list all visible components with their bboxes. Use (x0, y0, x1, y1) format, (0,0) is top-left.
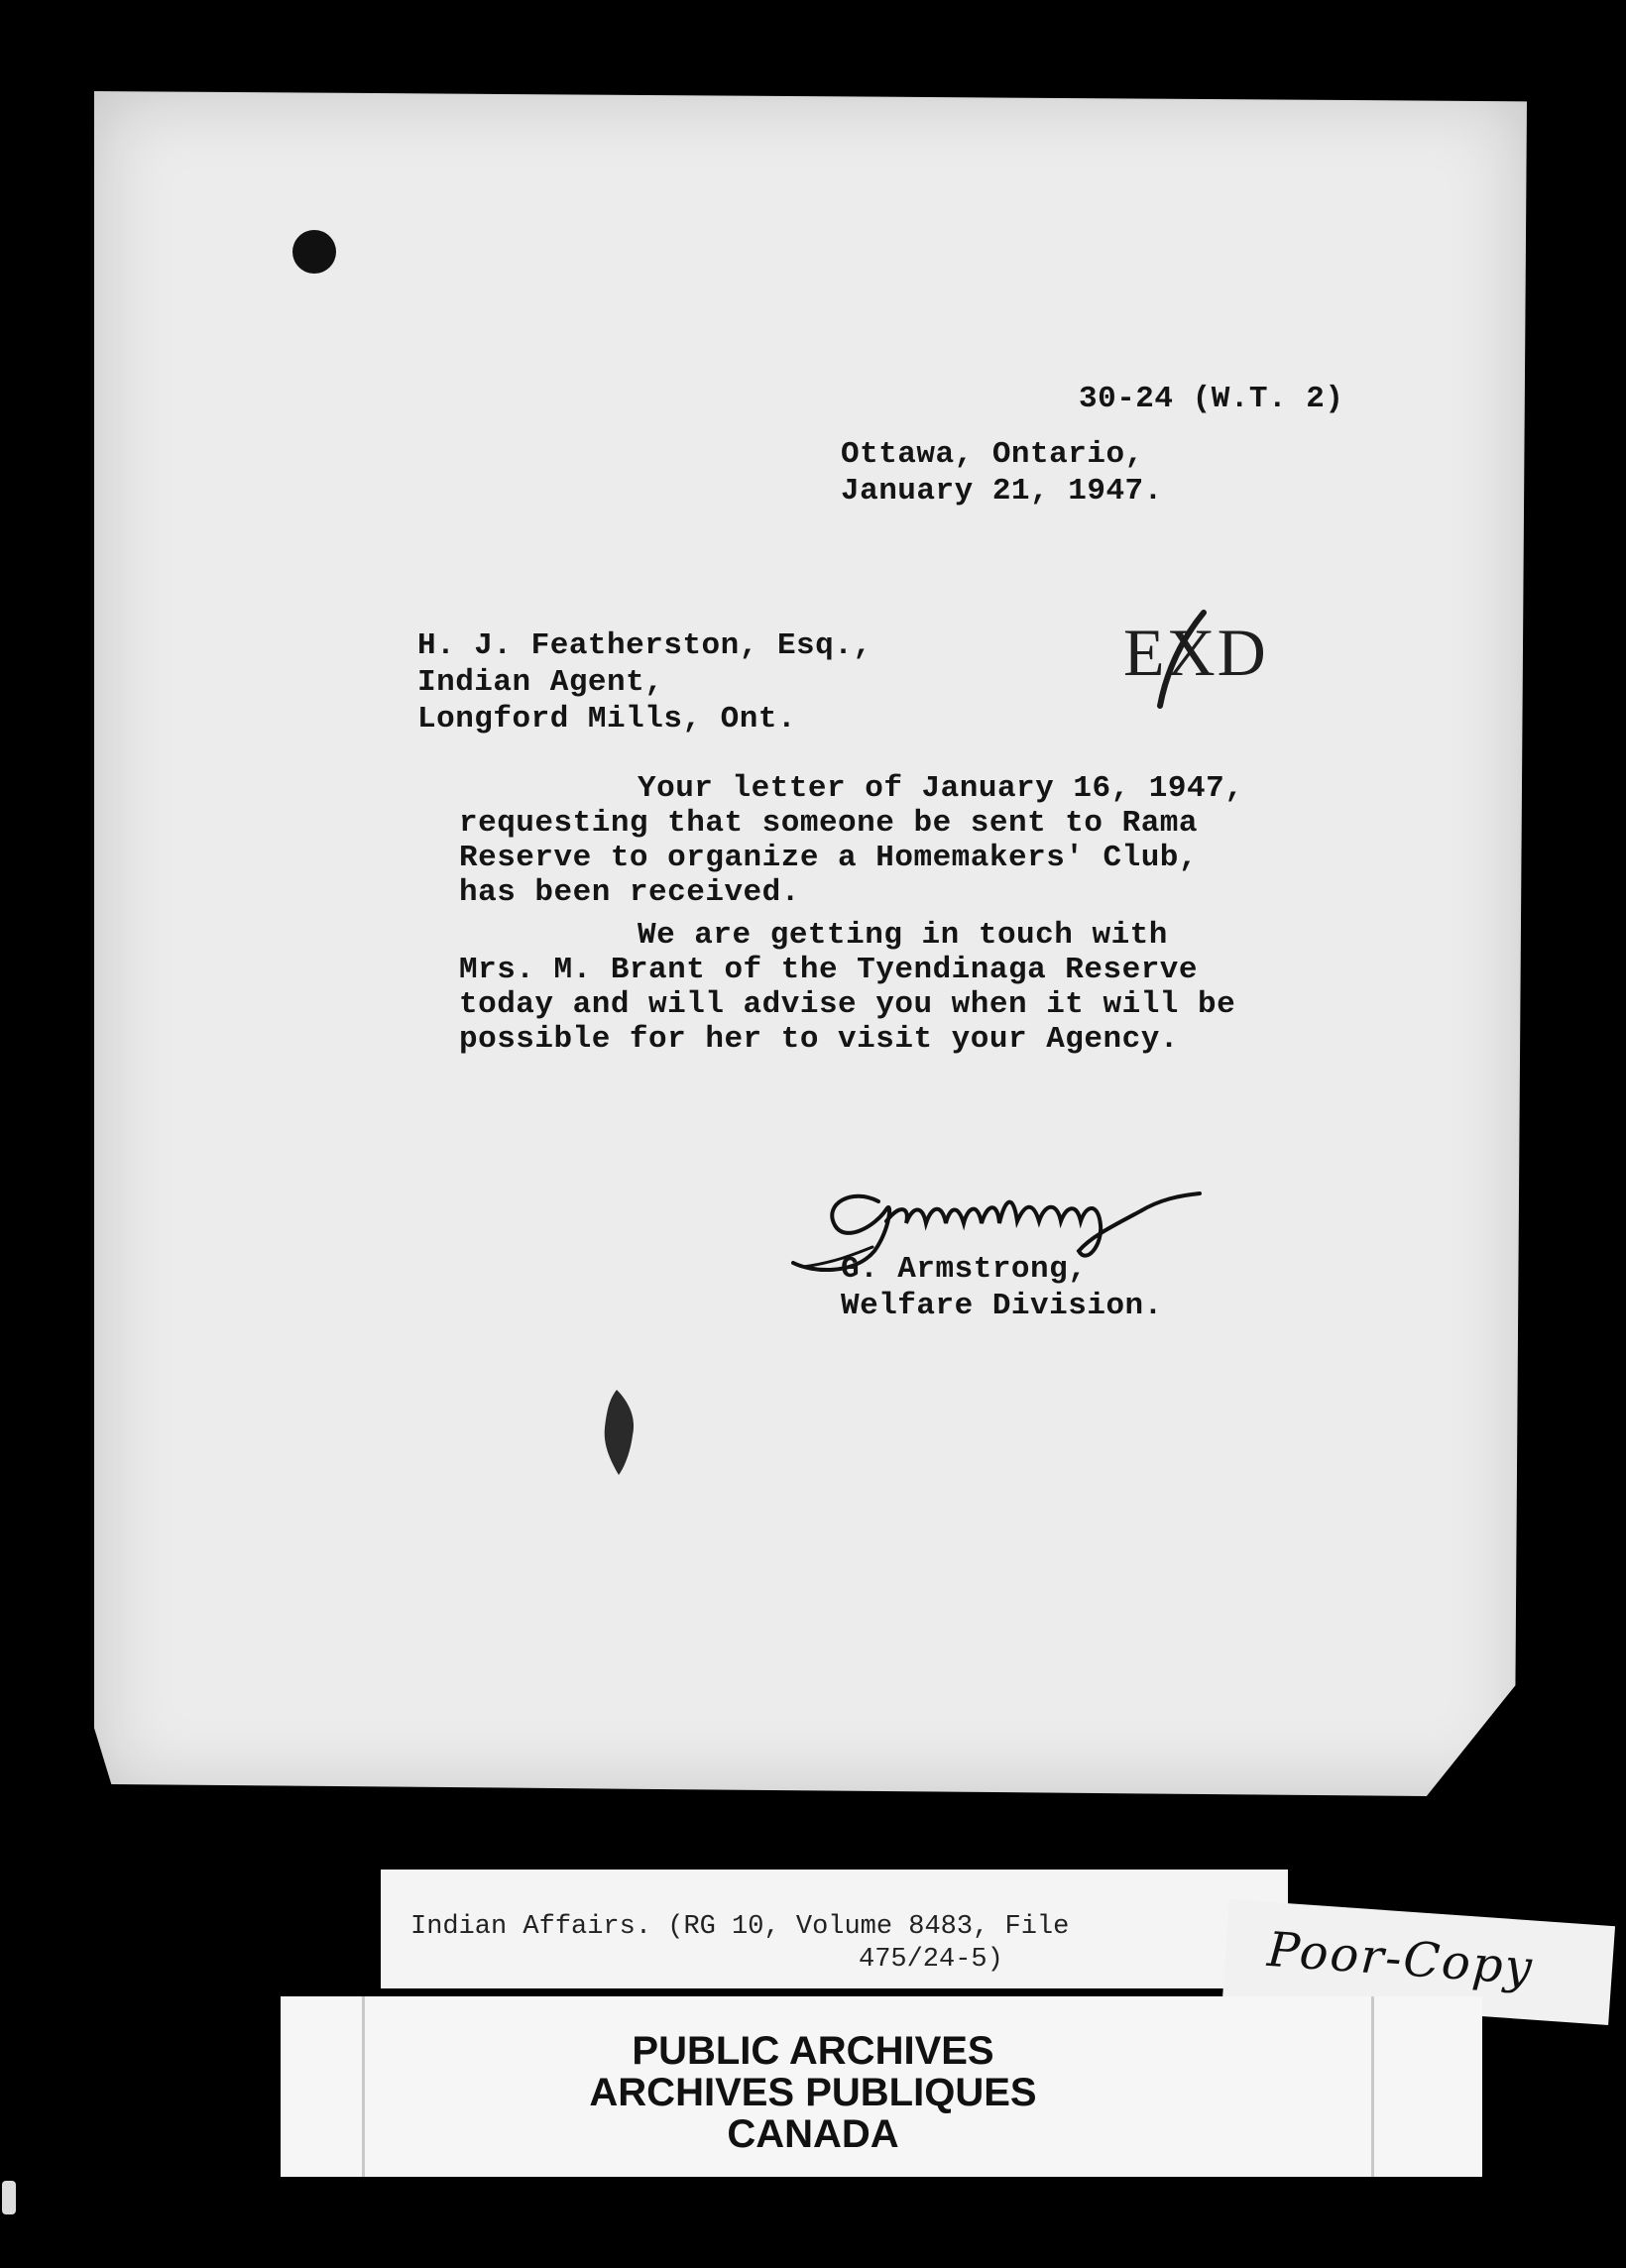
paragraph-2-line-3: today and will advise you when it will be (459, 987, 1236, 1022)
date-line: January 21, 1947. (841, 474, 1163, 509)
received-stamp: EXD (1123, 615, 1268, 690)
archive-label-line-1: PUBLIC ARCHIVES (632, 2029, 994, 2073)
reference-line-2: 475/24-5) (859, 1945, 1003, 1975)
signer-block (841, 1251, 1163, 1324)
addressee-title: Indian Agent, (417, 665, 664, 700)
file-reference: 30-24 (W.T. 2) (1079, 382, 1344, 416)
film-edge-mark (2, 2181, 16, 2214)
paragraph-1-line-4: has been received. (459, 875, 800, 910)
reference-line-1: Indian Affairs. (RG 10, Volume 8483, File (410, 1912, 1070, 1942)
signer-name: G. Armstrong, (841, 1252, 1088, 1287)
archive-label (0, 2030, 1626, 2155)
paragraph-2-line-4: possible for her to visit your Agency. (459, 1022, 1179, 1057)
signer-title: Welfare Division. (841, 1289, 1163, 1323)
body-paragraph-1 (459, 771, 1243, 910)
archive-label-line-3: CANADA (727, 2112, 899, 2156)
archive-label-line-2: ARCHIVES PUBLIQUES (589, 2071, 1037, 2114)
body-paragraph-2 (459, 918, 1235, 1057)
paragraph-1-line-3: Reserve to organize a Homemakers' Club, (459, 841, 1199, 875)
place-line: Ottawa, Ontario, (841, 437, 1144, 472)
paragraph-2-line-2: Mrs. M. Brant of the Tyendinaga Reserve (459, 953, 1199, 987)
place-date-block (841, 436, 1163, 510)
quality-note-text: Poor-Copy (1265, 1921, 1536, 1996)
reference-text (410, 1911, 1069, 1977)
punch-hole (292, 230, 336, 274)
addressee-name: H. J. Featherston, Esq., (417, 628, 872, 663)
addressee-location: Longford Mills, Ont. (417, 702, 797, 737)
paragraph-1-line-1: Your letter of January 16, 1947, (638, 771, 1244, 806)
paragraph-2-line-1: We are getting in touch with (638, 918, 1168, 953)
paragraph-1-line-2: requesting that someone be sent to Rama (459, 806, 1199, 841)
addressee-block (417, 627, 871, 737)
ink-blot (599, 1388, 639, 1477)
